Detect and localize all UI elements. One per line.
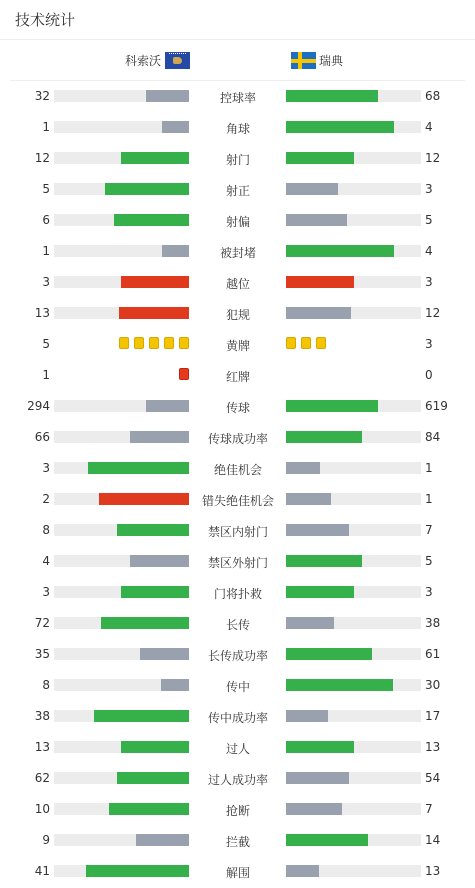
away-bar-fill [286,400,378,412]
home-bar-fill [140,648,189,660]
home-bar-fill [161,679,189,691]
away-bar-track [286,90,421,102]
away-bar-track [286,276,421,288]
yellow-card-icon [134,337,144,349]
away-bar-track [286,245,421,257]
away-cards [286,337,329,349]
red-card-icon [179,368,189,380]
away-bar-track [286,710,421,722]
stat-label: 越位 [225,277,250,291]
stat-row [0,453,475,484]
stat-row [0,391,475,422]
away-bar-track [286,772,421,784]
stat-label: 抢断 [225,804,250,818]
away-value: 1 [425,492,433,506]
away-value: 1 [425,461,433,475]
home-bar-track [54,524,189,536]
home-value: 5 [42,182,50,196]
home-bar-fill [136,834,189,846]
away-bar-fill [286,648,372,660]
home-bar-fill [99,493,189,505]
yellow-card-icon [164,337,174,349]
away-bar-fill [286,431,362,443]
home-value: 8 [42,523,50,537]
away-bar-track [286,679,421,691]
away-value: 84 [425,430,441,444]
stat-label: 长传 [225,618,250,632]
stat-label: 被封堵 [219,246,256,260]
home-bar-track [54,555,189,567]
home-value: 35 [34,647,50,661]
away-bar-track [286,307,421,319]
home-bar-track [54,462,189,474]
away-value: 54 [425,771,441,785]
away-bar-fill [286,214,347,226]
away-value: 3 [425,337,433,351]
home-bar-fill [121,741,189,753]
away-bar-track [286,555,421,567]
stat-row [0,825,475,856]
away-value: 619 [425,399,448,413]
home-team[interactable] [125,52,190,69]
stat-label: 射偏 [225,215,250,229]
away-bar-fill [286,152,354,164]
stat-label: 红牌 [225,370,250,384]
sweden-flag-icon [291,52,316,69]
stat-row [0,577,475,608]
stat-row [0,422,475,453]
away-bar-track [286,121,421,133]
home-bar-fill [162,245,189,257]
stat-label: 禁区外射门 [207,556,268,570]
home-value: 9 [42,833,50,847]
stat-label: 拦截 [225,835,250,849]
stat-row [0,484,475,515]
stat-row [0,639,475,670]
away-value: 17 [425,709,441,723]
home-bar-fill [117,524,189,536]
stat-row [0,794,475,825]
away-value: 13 [425,864,441,878]
page-header [0,0,475,40]
away-value: 5 [425,213,433,227]
yellow-card-icon [119,337,129,349]
stat-row [0,763,475,794]
away-value: 30 [425,678,441,692]
away-bar-fill [286,121,394,133]
away-value: 12 [425,306,441,320]
home-cards [177,368,190,380]
stat-row [0,205,475,236]
away-bar-track [286,617,421,629]
away-bar-fill [286,710,328,722]
away-bar-track [286,741,421,753]
stat-label: 射正 [225,184,250,198]
away-bar-track [286,462,421,474]
stat-row [0,670,475,701]
kosovo-flag-icon [165,52,190,69]
away-bar-fill [286,617,334,629]
away-bar-fill [286,741,354,753]
away-bar-track [286,524,421,536]
stat-row [0,515,475,546]
away-bar-fill [286,245,394,257]
home-bar-track [54,834,189,846]
home-value: 4 [42,554,50,568]
home-bar-fill [130,431,189,443]
away-bar-fill [286,493,331,505]
home-bar-track [54,710,189,722]
away-bar-track [286,648,421,660]
stat-label: 黄牌 [225,339,250,353]
home-value: 1 [42,368,50,382]
away-value: 38 [425,616,441,630]
stat-label: 禁区内射门 [207,525,268,539]
stat-row [0,267,475,298]
stat-label: 解围 [225,866,250,880]
stat-label: 传球成功率 [207,432,268,446]
home-bar-fill [146,400,189,412]
away-value: 3 [425,275,433,289]
home-bar-fill [105,183,189,195]
stat-label: 门将扑救 [213,587,262,601]
away-team[interactable] [291,52,343,69]
teams-header [10,40,465,81]
home-value: 12 [34,151,50,165]
home-bar-fill [88,462,189,474]
stat-row [0,143,475,174]
page-title: 技术统计 [15,11,76,29]
stat-label: 过人 [225,742,250,756]
away-bar-track [286,431,421,443]
away-bar-fill [286,865,319,877]
away-bar-fill [286,183,338,195]
home-bar-track [54,214,189,226]
home-bar-track [54,431,189,443]
away-bar-fill [286,803,342,815]
home-bar-track [54,617,189,629]
away-bar-track [286,586,421,598]
home-value: 2 [42,492,50,506]
yellow-card-icon [301,337,311,349]
home-bar-track [54,90,189,102]
home-value: 3 [42,275,50,289]
home-value: 41 [34,864,50,878]
away-bar-track [286,803,421,815]
stat-row [0,329,475,360]
stat-label: 过人成功率 [207,773,268,787]
away-value: 4 [425,244,433,258]
away-bar-fill [286,462,320,474]
away-value: 13 [425,740,441,754]
stat-label: 控球率 [219,91,256,105]
stat-label: 绝佳机会 [213,463,262,477]
home-bar-track [54,679,189,691]
home-bar-track [54,493,189,505]
away-bar-track [286,834,421,846]
home-value: 13 [34,306,50,320]
away-value: 0 [425,368,433,382]
home-bar-fill [121,276,189,288]
home-value: 1 [42,244,50,258]
away-value: 3 [425,182,433,196]
stat-label: 长传成功率 [207,649,268,663]
home-bar-fill [121,152,189,164]
home-bar-track [54,121,189,133]
yellow-card-icon [149,337,159,349]
home-bar-fill [162,121,189,133]
home-bar-track [54,741,189,753]
away-bar-fill [286,90,378,102]
away-bar-track [286,152,421,164]
home-bar-track [54,772,189,784]
stat-row [0,701,475,732]
home-bar-track [54,865,189,877]
stat-row [0,112,475,143]
away-value: 7 [425,802,433,816]
stat-label: 传中成功率 [207,711,268,725]
stat-row [0,298,475,329]
home-bar-track [54,307,189,319]
home-bar-fill [117,772,189,784]
home-bar-track [54,400,189,412]
home-value: 8 [42,678,50,692]
home-bar-fill [114,214,189,226]
home-bar-track [54,152,189,164]
stat-row [0,360,475,391]
away-value: 14 [425,833,441,847]
home-bar-track [54,183,189,195]
away-value: 61 [425,647,441,661]
away-bar-fill [286,772,349,784]
home-value: 294 [27,399,50,413]
away-bar-fill [286,307,351,319]
home-value: 10 [34,802,50,816]
home-value: 38 [34,709,50,723]
home-bar-fill [119,307,189,319]
home-value: 62 [34,771,50,785]
away-value: 7 [425,523,433,537]
stat-label: 犯规 [225,308,250,322]
yellow-card-icon [179,337,189,349]
away-bar-fill [286,586,354,598]
stat-label: 错失绝佳机会 [201,494,274,508]
away-value: 3 [425,585,433,599]
away-bar-track [286,214,421,226]
yellow-card-icon [316,337,326,349]
away-value: 68 [425,89,441,103]
away-bar-track [286,400,421,412]
away-value: 12 [425,151,441,165]
away-team-name: 瑞典 [319,54,344,68]
home-value: 6 [42,213,50,227]
away-bar-track [286,865,421,877]
home-bar-track [54,245,189,257]
home-value: 3 [42,461,50,475]
home-bar-fill [130,555,189,567]
stat-label: 射门 [225,153,250,167]
stat-row [0,81,475,112]
stat-row [0,546,475,577]
away-bar-fill [286,679,393,691]
home-bar-fill [121,586,189,598]
stat-row [0,608,475,639]
stat-label: 传球 [225,401,250,415]
home-value: 72 [34,616,50,630]
away-bar-fill [286,524,349,536]
stat-row [0,236,475,267]
away-bar-track [286,493,421,505]
away-bar-fill [286,555,362,567]
home-bar-track [54,803,189,815]
stat-row [0,856,475,887]
stat-label: 传中 [225,680,250,694]
home-team-name: 科索沃 [124,54,161,68]
yellow-card-icon [286,337,296,349]
away-bar-fill [286,834,368,846]
home-value: 13 [34,740,50,754]
away-bar-fill [286,276,354,288]
home-value: 1 [42,120,50,134]
home-value: 3 [42,585,50,599]
home-value: 66 [34,430,50,444]
home-value: 32 [34,89,50,103]
home-bar-fill [86,865,189,877]
stat-row [0,732,475,763]
home-bar-fill [101,617,189,629]
home-bar-track [54,586,189,598]
away-value: 5 [425,554,433,568]
home-bar-track [54,648,189,660]
stat-label: 角球 [225,122,250,136]
away-value: 4 [425,120,433,134]
home-bar-fill [146,90,189,102]
home-bar-track [54,276,189,288]
home-cards [117,337,190,349]
away-bar-track [286,183,421,195]
home-bar-fill [94,710,189,722]
home-bar-fill [109,803,189,815]
stat-row [0,174,475,205]
home-value: 5 [42,337,50,351]
